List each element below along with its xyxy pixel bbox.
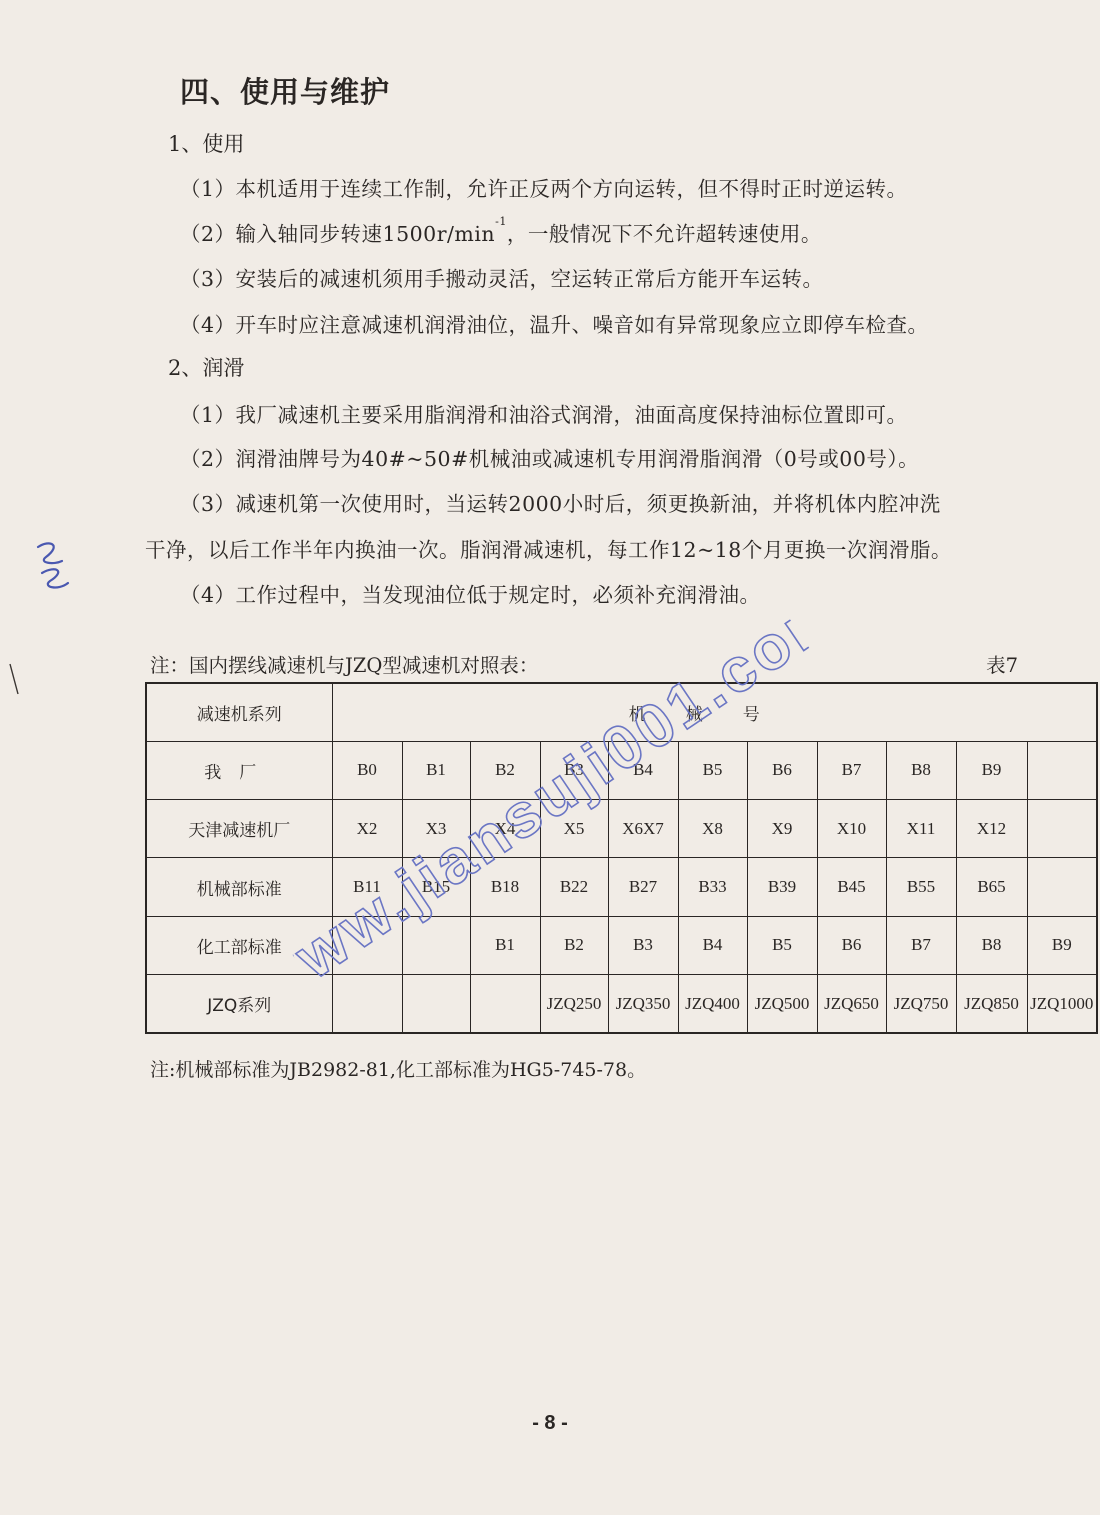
table-cell: B22: [540, 858, 608, 916]
table-cell: B6: [817, 916, 886, 974]
footnote: 注:机械部标准为JB2982-81,化工部标准为HG5-745-78。: [150, 1059, 647, 1081]
table-cell: JZQ350: [608, 975, 678, 1033]
row-label: 我厂: [146, 741, 332, 799]
table-cell: B8: [956, 916, 1027, 974]
table-cell: B4: [678, 916, 747, 974]
table-cell: B1: [402, 741, 470, 799]
table-cell: JZQ500: [747, 975, 817, 1033]
row-label: JZQ系列: [146, 975, 332, 1033]
table-cell: B65: [956, 858, 1027, 916]
table-cell: B18: [470, 858, 540, 916]
table-cell: B3: [540, 741, 608, 799]
use-item-2: （2）输入轴同步转速$1500r/\min^{-1}$，一般情况下不允许超转速使用。: [180, 215, 822, 246]
table-cell: [402, 975, 470, 1033]
table-row: [146, 800, 1097, 858]
lube-item-4: （4）工作过程中，当发现油位低于规定时，必须补充润滑油。: [180, 583, 761, 607]
table-cell: B4: [608, 741, 678, 799]
table-cell: JZQ750: [886, 975, 956, 1033]
handwritten-mark-icon: [32, 535, 76, 595]
row-label: 机械部标准: [146, 858, 332, 916]
lube-item-2: （2）润滑油牌号为40#~50#机械油或减速机专用润滑脂润滑（0号或00号）。: [180, 447, 920, 471]
table-cell: B45: [817, 858, 886, 916]
table-cell: B5: [747, 916, 817, 974]
table-cell: [470, 975, 540, 1033]
table-cell: X10: [817, 800, 886, 858]
table-caption-row: [150, 650, 1018, 678]
table-cell: X6X7: [608, 800, 678, 858]
table-cell: B27: [608, 858, 678, 916]
scan-speck-icon: [6, 660, 26, 700]
page-number: - 8 -: [532, 1412, 568, 1434]
table-cell: B11: [332, 858, 402, 916]
table-cell: JZQ650: [817, 975, 886, 1033]
table-row: [146, 858, 1097, 916]
table-cell: B15: [402, 858, 470, 916]
table-cell: B0: [332, 741, 402, 799]
use-item-1: （1）本机适用于连续工作制，允许正反两个方向运转，但不得时正时逆运转。: [180, 177, 908, 201]
lube-item-3-continued: 干净，以后工作半年内换油一次。脂润滑减速机，每工作12~18个月更换一次润滑脂。: [145, 538, 952, 562]
table-cell: [1027, 800, 1097, 858]
table-cell: B2: [540, 916, 608, 974]
row-label: 化工部标准: [146, 916, 332, 974]
row-label: 天津减速机厂: [146, 800, 332, 858]
table-cell: X11: [886, 800, 956, 858]
use-item-4: （4）开车时应注意减速机润滑油位，温升、噪音如有异常现象应立即停车检查。: [180, 313, 929, 337]
table-cell: X9: [747, 800, 817, 858]
header-model: 机械号: [332, 683, 1097, 741]
table-cell: B2: [470, 741, 540, 799]
table-cell: JZQ400: [678, 975, 747, 1033]
table-cell: B33: [678, 858, 747, 916]
table-cell: X2: [332, 800, 402, 858]
table-note: 注：国内摆线减速机与JZQ型减速机对照表：: [150, 654, 539, 677]
table-cell: JZQ1000: [1027, 975, 1097, 1033]
table-cell: [1027, 741, 1097, 799]
table-cell: B7: [886, 916, 956, 974]
table-cell: [1027, 858, 1097, 916]
table-row: [146, 975, 1097, 1033]
lube-item-3: （3）减速机第一次使用时，当运转2000小时后，须更换新油，并将机体内腔冲洗: [180, 492, 941, 516]
table-cell: X8: [678, 800, 747, 858]
subsection-lubrication: 2、润滑: [168, 356, 245, 380]
table-cell: JZQ250: [540, 975, 608, 1033]
table-cell: JZQ850: [956, 975, 1027, 1033]
header-series: 减速机系列: [146, 683, 332, 741]
table-number: 表7: [986, 654, 1018, 677]
table-cell: B1: [470, 916, 540, 974]
table-cell: B8: [886, 741, 956, 799]
table-cell: X5: [540, 800, 608, 858]
table-cell: B5: [678, 741, 747, 799]
table-cell: B7: [817, 741, 886, 799]
watermark-text: www.jiansuji001.com: [278, 599, 822, 1001]
table-cell: B3: [608, 916, 678, 974]
table-cell: X12: [956, 800, 1027, 858]
subsection-use: 1、使用: [168, 132, 245, 156]
table-cell: B6: [747, 741, 817, 799]
table-cell: B9: [956, 741, 1027, 799]
use-item-3: （3）安装后的减速机须用手搬动灵活，空运转正常后方能开车运转。: [180, 267, 824, 291]
lube-item-1: （1）我厂减速机主要采用脂润滑和油浴式润滑，油面高度保持油标位置即可。: [180, 403, 908, 427]
table-cell: B39: [747, 858, 817, 916]
table-cell: B9: [1027, 916, 1097, 974]
table-cell: X4: [470, 800, 540, 858]
table-cell: X3: [402, 800, 470, 858]
section-heading: 四、使用与维护: [180, 75, 391, 109]
table-cell: B55: [886, 858, 956, 916]
